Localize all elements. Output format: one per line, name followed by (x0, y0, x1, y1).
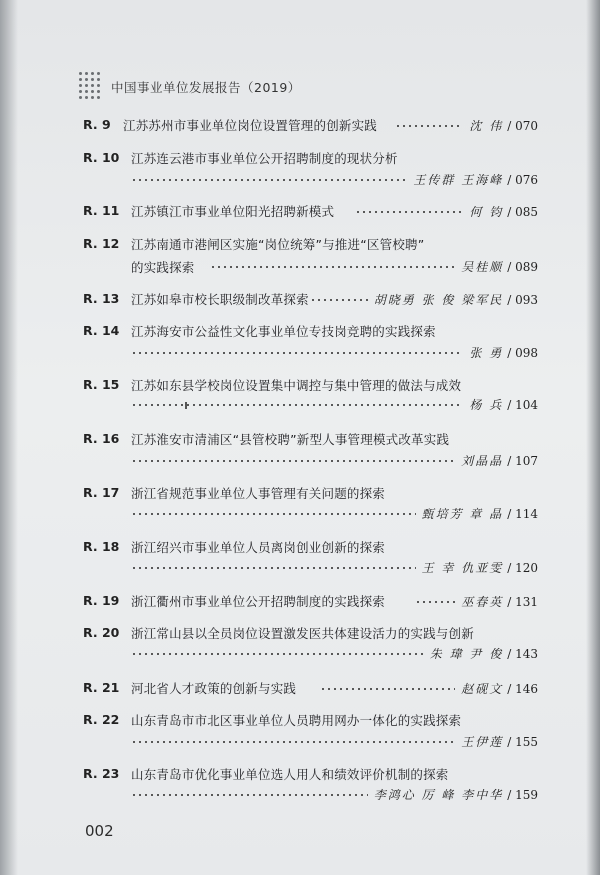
entry-authors: 王伊莲 (461, 735, 504, 749)
entry-authors: 胡晓勇 张 俊 梁军民 (373, 293, 504, 307)
entry-page[interactable]: / 107 (507, 453, 538, 468)
entry-title[interactable]: 江苏如皋市校长职级制改革探索 (131, 292, 309, 307)
entry-number: R. 11 (83, 203, 120, 218)
entry-title[interactable]: 山东青岛市市北区事业单位人员聘用网办一体化的实践探索 (131, 713, 462, 728)
entry-page[interactable]: / 155 (507, 734, 538, 749)
entry-number: R. 21 (83, 680, 120, 695)
entry-title[interactable]: 浙江常山县以全员岗位设置激发医共体建设活力的实践与创新 (131, 626, 474, 641)
entry-page[interactable]: / 143 (507, 646, 538, 661)
page-number: 002 (85, 822, 114, 840)
entry-title[interactable]: 江苏镇江市事业单位阳光招聘新模式 (131, 204, 335, 219)
entry-leader (320, 680, 538, 697)
entry-page[interactable]: / 093 (507, 292, 538, 307)
entry-page[interactable]: / 085 (507, 204, 538, 219)
entry-page[interactable]: / 070 (507, 118, 538, 133)
entry-title[interactable]: 浙江绍兴市事业单位人员离岗创业创新的探索 (131, 540, 386, 555)
entry-number: R. 19 (83, 593, 120, 608)
entry-leader (131, 645, 538, 662)
entry-number: R. 17 (83, 485, 120, 500)
entry-page[interactable]: / 098 (507, 345, 538, 360)
entry-title[interactable]: 江苏南通市港闸区实施“岗位统筹”与推进“区管校聘” (131, 237, 425, 252)
entry-page[interactable]: / 114 (507, 506, 538, 521)
entry-leader (355, 203, 538, 220)
entry-leader (131, 396, 538, 413)
entry-page[interactable]: / 146 (507, 681, 538, 696)
entry-leader (210, 258, 538, 275)
entry-leader (131, 559, 538, 576)
entry-number: R. 9 (83, 117, 111, 132)
print-mark (185, 402, 187, 409)
entry-page[interactable]: / 104 (507, 397, 538, 412)
entry-authors: 王 幸 仇亚雯 (421, 561, 504, 575)
entry-authors: 李鸿心 厉 峰 李中华 (373, 788, 504, 802)
entry-title[interactable]: 浙江省规范事业单位人事管理有关问题的探索 (131, 486, 386, 501)
entry-title[interactable]: 江苏淮安市清浦区“县管校聘”新型人事管理模式改革实践 (131, 432, 450, 447)
entry-authors: 王传群 王海峰 (413, 173, 504, 187)
entry-leader (415, 593, 538, 610)
entry-page[interactable]: / 159 (507, 787, 538, 802)
entry-leader (131, 505, 538, 522)
entry-number: R. 15 (83, 377, 120, 392)
entry-authors: 赵砚文 (461, 682, 504, 696)
entry-authors: 杨 兵 (469, 398, 504, 412)
entry-number: R. 16 (83, 431, 120, 446)
entry-page[interactable]: / 089 (507, 259, 538, 274)
entry-number: R. 22 (83, 712, 120, 727)
entry-number: R. 14 (83, 323, 120, 338)
entry-title[interactable]: 河北省人才政策的创新与实践 (131, 681, 297, 696)
entry-authors: 吴桂顺 (461, 260, 504, 274)
entry-leader (131, 452, 538, 469)
entry-page[interactable]: / 131 (507, 594, 538, 609)
entry-authors: 朱 瑋 尹 俊 (429, 647, 504, 661)
entry-page[interactable]: / 120 (507, 560, 538, 575)
entry-leader (131, 786, 538, 803)
entry-authors: 巫春英 (461, 595, 504, 609)
entry-title[interactable]: 江苏海安市公益性文化事业单位专技岗竞聘的实践探索 (131, 324, 436, 339)
entry-authors: 何 钧 (469, 205, 504, 219)
entry-number: R. 23 (83, 766, 120, 781)
entry-number: R. 18 (83, 539, 120, 554)
entry-title[interactable]: 江苏如东县学校岗位设置集中调控与集中管理的做法与成效 (131, 378, 462, 393)
entry-title[interactable]: 山东青岛市优化事业单位选人用人和绩效评价机制的探索 (131, 767, 449, 782)
entry-authors: 刘晶晶 (461, 454, 504, 468)
entry-title[interactable]: 浙江衢州市事业单位公开招聘制度的实践探索 (131, 594, 386, 609)
entry-authors: 甄培芳 章 晶 (421, 507, 504, 521)
entry-leader (395, 117, 538, 134)
entry-authors: 张 勇 (469, 346, 504, 360)
entry-number: R. 20 (83, 625, 120, 640)
entry-number: R. 13 (83, 291, 120, 306)
running-header: 中国事业单位发展报告（2019） (111, 80, 301, 95)
entry-leader (310, 291, 538, 308)
entry-leader (131, 344, 538, 361)
entry-title[interactable]: 江苏连云港市事业单位公开招聘制度的现状分析 (131, 151, 398, 166)
entry-number: R. 12 (83, 236, 120, 251)
entry-leader (131, 733, 538, 750)
entry-leader (131, 171, 538, 188)
entry-title[interactable]: 江苏苏州市事业单位岗位设置管理的创新实践 (123, 118, 378, 133)
entry-authors: 沈 伟 (469, 119, 504, 133)
entry-page[interactable]: / 076 (507, 172, 538, 187)
entry-title-continued[interactable]: 的实践探索 (131, 260, 195, 275)
entry-number: R. 10 (83, 150, 120, 165)
